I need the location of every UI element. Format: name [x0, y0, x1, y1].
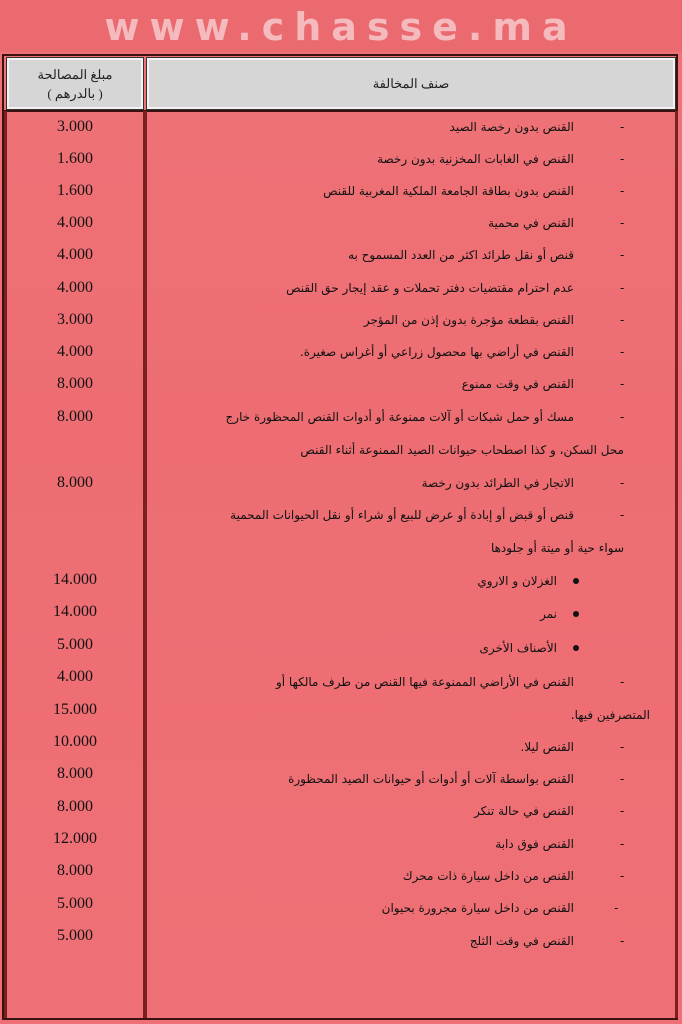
- violation-text: الاتجار في الطرائد بدون رخصة: [421, 476, 574, 490]
- bullet-text: نمر: [540, 607, 557, 621]
- dash-marker: -: [620, 281, 625, 295]
- left-border: [4, 111, 7, 1020]
- amount-cell: 3.000: [57, 118, 93, 135]
- dash-marker: -: [614, 901, 619, 915]
- amount-cell: 4.000: [57, 214, 93, 231]
- violation-text: القنص في أراضي بها محصول زراعي أو أغراس صغيرة.: [299, 345, 574, 359]
- amount-cell: 8.000: [57, 862, 93, 879]
- dash-marker: -: [620, 313, 625, 327]
- dash-marker: -: [620, 508, 625, 522]
- amount-cell: 4.000: [57, 668, 93, 685]
- violation-text: عدم احترام مقتضيات دفتر تحملات و عقد إيجار حق القنص: [286, 281, 574, 295]
- dash-marker: -: [620, 345, 625, 359]
- amount-cell: 1.600: [57, 150, 93, 167]
- dash-marker: -: [620, 837, 625, 851]
- violation-text: مسك أو حمل شبكات أو آلات ممنوعة أو أدوات القنص المحظورة خارج: [225, 410, 574, 424]
- header-amount-line2: ( بالدرهم ): [47, 85, 103, 101]
- amount-cell: 1.600: [57, 182, 93, 199]
- violation-text: القنص بقطعة مؤجرة بدون إذن من المؤجر: [363, 313, 574, 327]
- dash-marker: -: [620, 804, 625, 818]
- header-divider: [4, 110, 678, 112]
- amount-cell: 10.000: [53, 733, 97, 750]
- amount-cell: 15.000: [53, 701, 97, 718]
- violation-text: القنص بدون بطاقة الجامعة الملكية المغربية للقنص: [323, 184, 574, 198]
- violation-text: القنص فوق دابة: [495, 837, 574, 851]
- amount-cell: 8.000: [57, 765, 93, 782]
- amount-cell: 8.000: [57, 474, 93, 491]
- dash-marker: -: [620, 675, 625, 689]
- dash-marker: -: [620, 216, 625, 230]
- dash-marker: -: [620, 772, 625, 786]
- amount-cell: 8.000: [57, 408, 93, 425]
- violation-text: القنص ليلا.: [520, 740, 574, 754]
- amount-cell: 8.000: [57, 375, 93, 392]
- violation-text-continued: محل السكن، و كذا اصطحاب حيوانات الصيد الممنوعة أثناء القنص: [300, 443, 624, 457]
- bullet-icon: [573, 611, 579, 617]
- violation-text: القنص في حالة تنكر: [474, 804, 574, 818]
- amount-cell: 3.000: [57, 311, 93, 328]
- site-watermark: www.chasse.ma: [104, 5, 578, 49]
- dash-marker: -: [620, 120, 625, 134]
- dash-marker: -: [620, 410, 625, 424]
- header-amount-line1: مبلغ المصالحة: [37, 66, 113, 82]
- amount-cell: 4.000: [57, 246, 93, 263]
- dash-marker: -: [620, 152, 625, 166]
- amount-cell: 5.000: [57, 895, 93, 912]
- amount-cell: 5.000: [57, 927, 93, 944]
- amount-cell: 12.000: [53, 830, 97, 847]
- dash-marker: -: [620, 184, 625, 198]
- dash-marker: -: [620, 869, 625, 883]
- violation-text: قنص أو قبض أو إبادة أو عرض للبيع أو شراء أو نقل الحيوانات المحمية: [230, 508, 574, 522]
- bullet-text: الغزلان و الاروي: [477, 574, 557, 588]
- violation-text: القنص بدون رخصة الصيد: [449, 120, 574, 134]
- bullet-text: الأصناف الأخرى: [479, 641, 557, 655]
- dash-marker: -: [620, 377, 625, 391]
- header-amount: [7, 58, 143, 109]
- amount-cell: 5.000: [57, 636, 93, 653]
- amount-cell: 14.000: [53, 603, 97, 620]
- violation-text: القنص من داخل سيارة ذات محرك: [402, 869, 574, 883]
- violation-text: القنص في محمية: [488, 216, 574, 230]
- bottom-border: [4, 1018, 678, 1020]
- amount-cell: 4.000: [57, 343, 93, 360]
- violation-text: القنص في الغابات المخزنية بدون رخصة: [377, 152, 574, 166]
- header-violation-type: صنف المخالفة: [147, 58, 675, 109]
- violation-text: القنص بواسطة آلات أو أدوات أو حيوانات الصيد المحظورة: [288, 772, 574, 786]
- dash-marker: -: [620, 248, 625, 262]
- violation-text-continued: المتصرفين فيها.: [570, 708, 650, 722]
- violation-text: القنص من داخل سيارة مجرورة بحيوان: [381, 901, 574, 915]
- right-border: [675, 111, 678, 1020]
- column-divider: [143, 111, 147, 1020]
- violation-text: القنص في وقت الثلج: [469, 934, 574, 948]
- dash-marker: -: [620, 740, 625, 754]
- violation-text: قنص أو نقل طرائد اكثر من العدد المسموح به: [348, 248, 574, 262]
- dash-marker: -: [620, 934, 625, 948]
- violation-text: القنص في الأراضي الممنوعة فيها القنص من طرف مالكها أو: [275, 675, 574, 689]
- violation-text: القنص في وقت ممنوع: [461, 377, 574, 391]
- bullet-icon: [573, 578, 579, 584]
- violation-text-continued: سواء حية أو ميتة أو جلودها: [490, 541, 624, 555]
- dash-marker: -: [620, 476, 625, 490]
- amount-cell: 8.000: [57, 798, 93, 815]
- bullet-icon: [573, 645, 579, 651]
- amount-cell: 14.000: [53, 571, 97, 588]
- amount-cell: 4.000: [57, 279, 93, 296]
